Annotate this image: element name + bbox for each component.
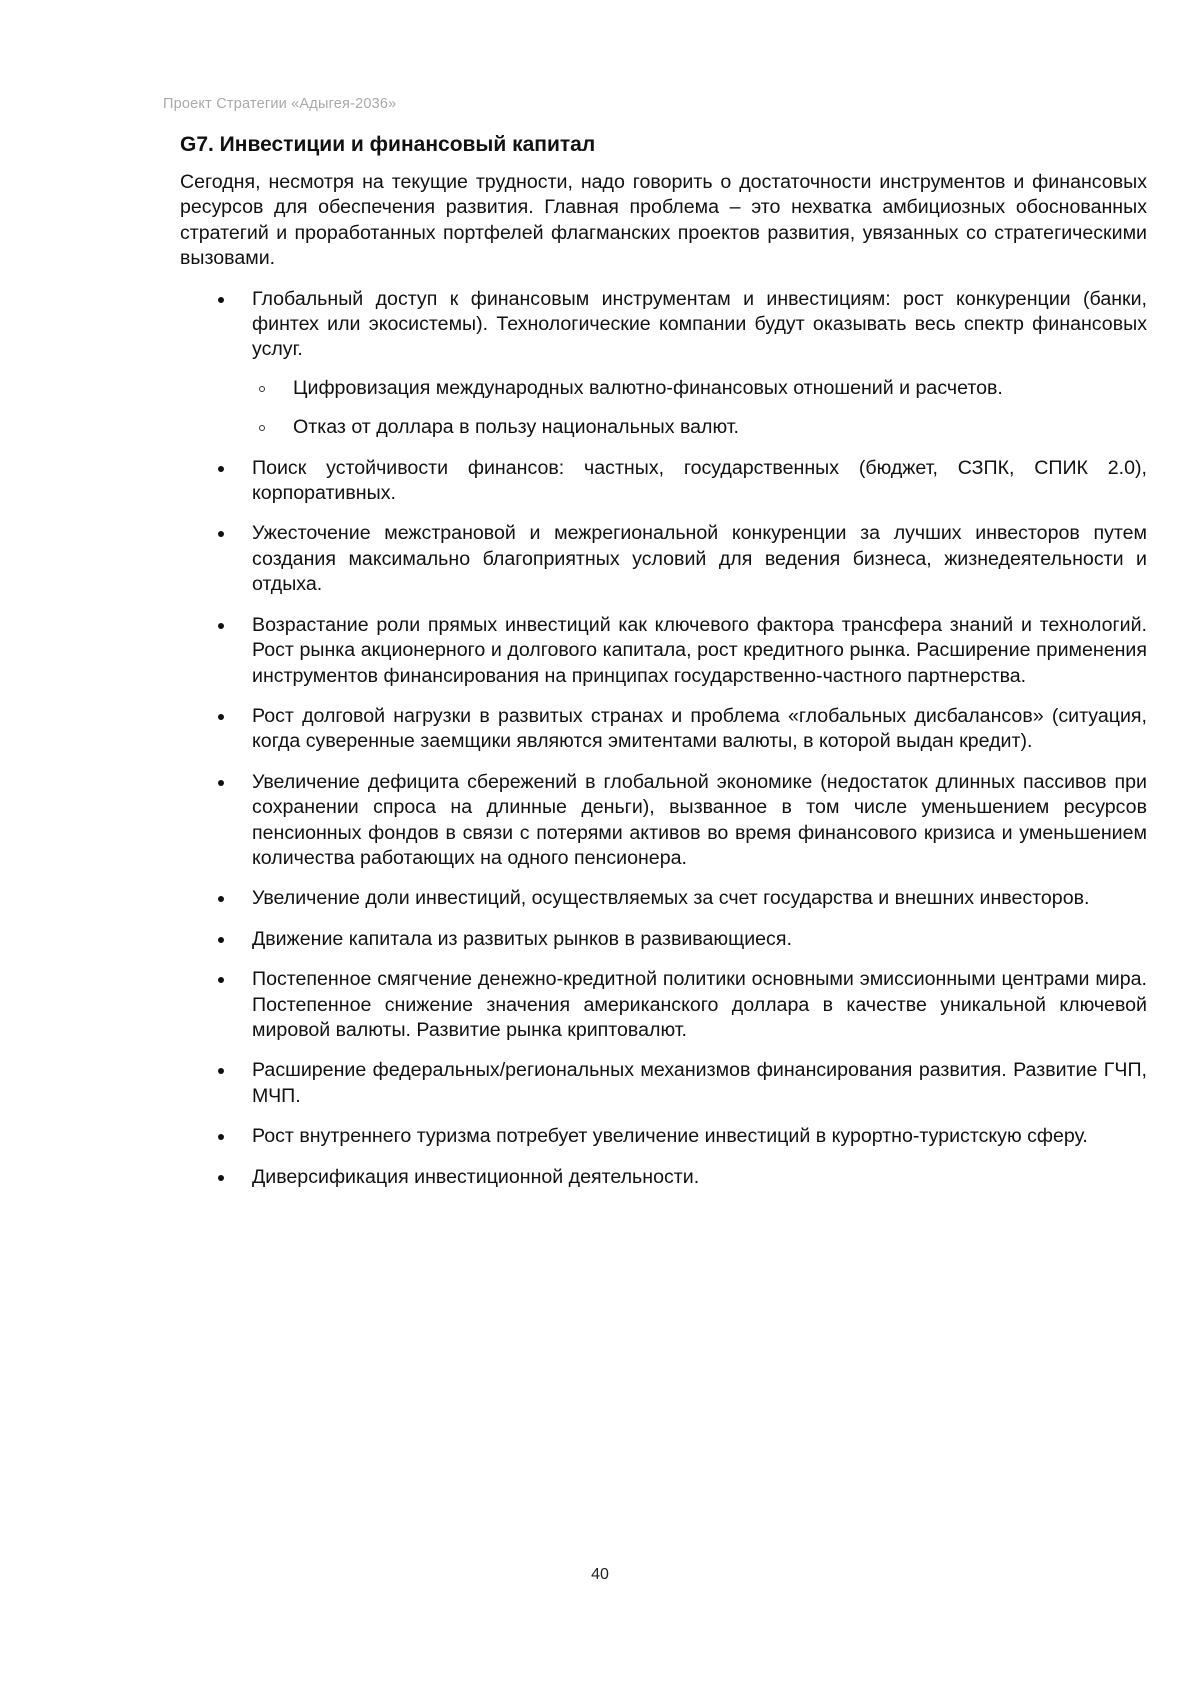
hollow-bullet-icon (259, 386, 265, 392)
bullet-icon (218, 1134, 224, 1140)
list-item-text: Глобальный доступ к финансовым инструментам и инвестициям: рост конкуренции (банки, финтех или экосистемы). Технологические компании будут оказывать весь спектр финансовых услуг. (252, 287, 1147, 361)
running-header: Проект Стратегии «Адыгея-2036» (163, 96, 397, 112)
list-item-text: Увеличение доли инвестиций, осуществляемых за счет государства и внешних инвесторов. (252, 887, 1090, 910)
sub-list (252, 376, 1147, 441)
list-item (180, 613, 1147, 689)
list-item-text: Движение капитала из развитых рынков в развивающиеся. (252, 927, 792, 950)
bullet-icon (218, 466, 224, 472)
bullet-icon (218, 1068, 224, 1074)
hollow-bullet-icon (259, 425, 265, 431)
list-item-text: Диверсификация инвестиционной деятельности. (252, 1165, 700, 1188)
bullet-icon (218, 297, 224, 303)
bullet-icon (218, 977, 224, 983)
bullet-icon (218, 780, 224, 786)
list-item (180, 287, 1147, 441)
bullet-icon (218, 714, 224, 720)
list-item (180, 456, 1147, 507)
list-item (180, 927, 1147, 952)
list-item-text: Ужесточение межстрановой и межрегиональной конкуренции за лучших инвесторов путем создания максимально благоприятных условий для ведения бизнеса, жизнедеятельности и отдыха. (252, 522, 1147, 596)
intro-paragraph: Сегодня, несмотря на текущие трудности, надо говорить о достаточности инструментов и финансовых ресурсов для обеспечения развития. Главная проблема – это нехватка амбициозных обоснованных стратегий и проработанных портфелей флагманских проектов развития, увязанных со стратегическими вызовами. (180, 171, 1147, 270)
section-title: G7. Инвестиции и финансовый капитал (180, 133, 596, 156)
list-item-text: Расширение федеральных/региональных механизмов финансирования развития. Развитие ГЧП, МЧП. (252, 1059, 1147, 1107)
list-item-text: Поиск устойчивости финансов: частных, государственных (бюджет, СЗПК, СПИК 2.0), корпоративных. (252, 456, 1147, 505)
sub-list-item-text: Цифровизация международных валютно-финансовых отношений и расчетов. (293, 376, 1003, 399)
list-item-text: Возрастание роли прямых инвестиций как ключевого фактора трансфера знаний и технологий. Рост рынка акционерного и долгового капитала, рост кредитного рынка. Расширение применения инструментов финансирования на принципах государственно-частного партнерства. (252, 613, 1147, 687)
list-item-text: Постепенное смягчение денежно-кредитной политики основными эмиссионными центрами мира. Постепенное снижение значения американского доллара в качестве уникальной ключевой мировой валюты. Развитие рынка криптовалют. (252, 968, 1147, 1041)
bullet-list (180, 287, 1147, 1190)
list-item (180, 1124, 1147, 1149)
list-item (180, 770, 1147, 872)
bullet-icon (218, 937, 224, 943)
list-item-text: Рост долговой нагрузки в развитых странах и проблема «глобальных дисбалансов» (ситуация, когда суверенные заемщики являются эмитентами валюты, в которой выдан кредит). (252, 704, 1147, 753)
section-content (180, 132, 1147, 1205)
sub-list-item (252, 376, 1147, 401)
list-item (180, 886, 1147, 911)
sub-list-item (252, 415, 1147, 440)
sub-list-item-text: Отказ от доллара в пользу национальных валют. (293, 416, 739, 439)
list-item (180, 521, 1147, 597)
list-item (180, 1165, 1147, 1190)
bullet-icon (218, 531, 224, 537)
page-number: 40 (591, 1566, 609, 1583)
list-item (180, 704, 1147, 755)
bullet-icon (218, 1175, 224, 1181)
bullet-icon (218, 896, 224, 902)
bullet-icon (218, 623, 224, 629)
list-item-text: Увеличение дефицита сбережений в глобальной экономике (недостаток длинных пассивов при сохранении спроса на длинные деньги), вызванное в том числе уменьшением ресурсов пенсионных фондов в связи с потерями активов во время финансового кризиса и уменьшением количества работающих на одного пенсионера. (252, 770, 1147, 869)
list-item (180, 1058, 1147, 1109)
list-item-text: Рост внутреннего туризма потребует увеличение инвестиций в курортно-туристскую сферу. (252, 1125, 1088, 1148)
list-item (180, 967, 1147, 1043)
